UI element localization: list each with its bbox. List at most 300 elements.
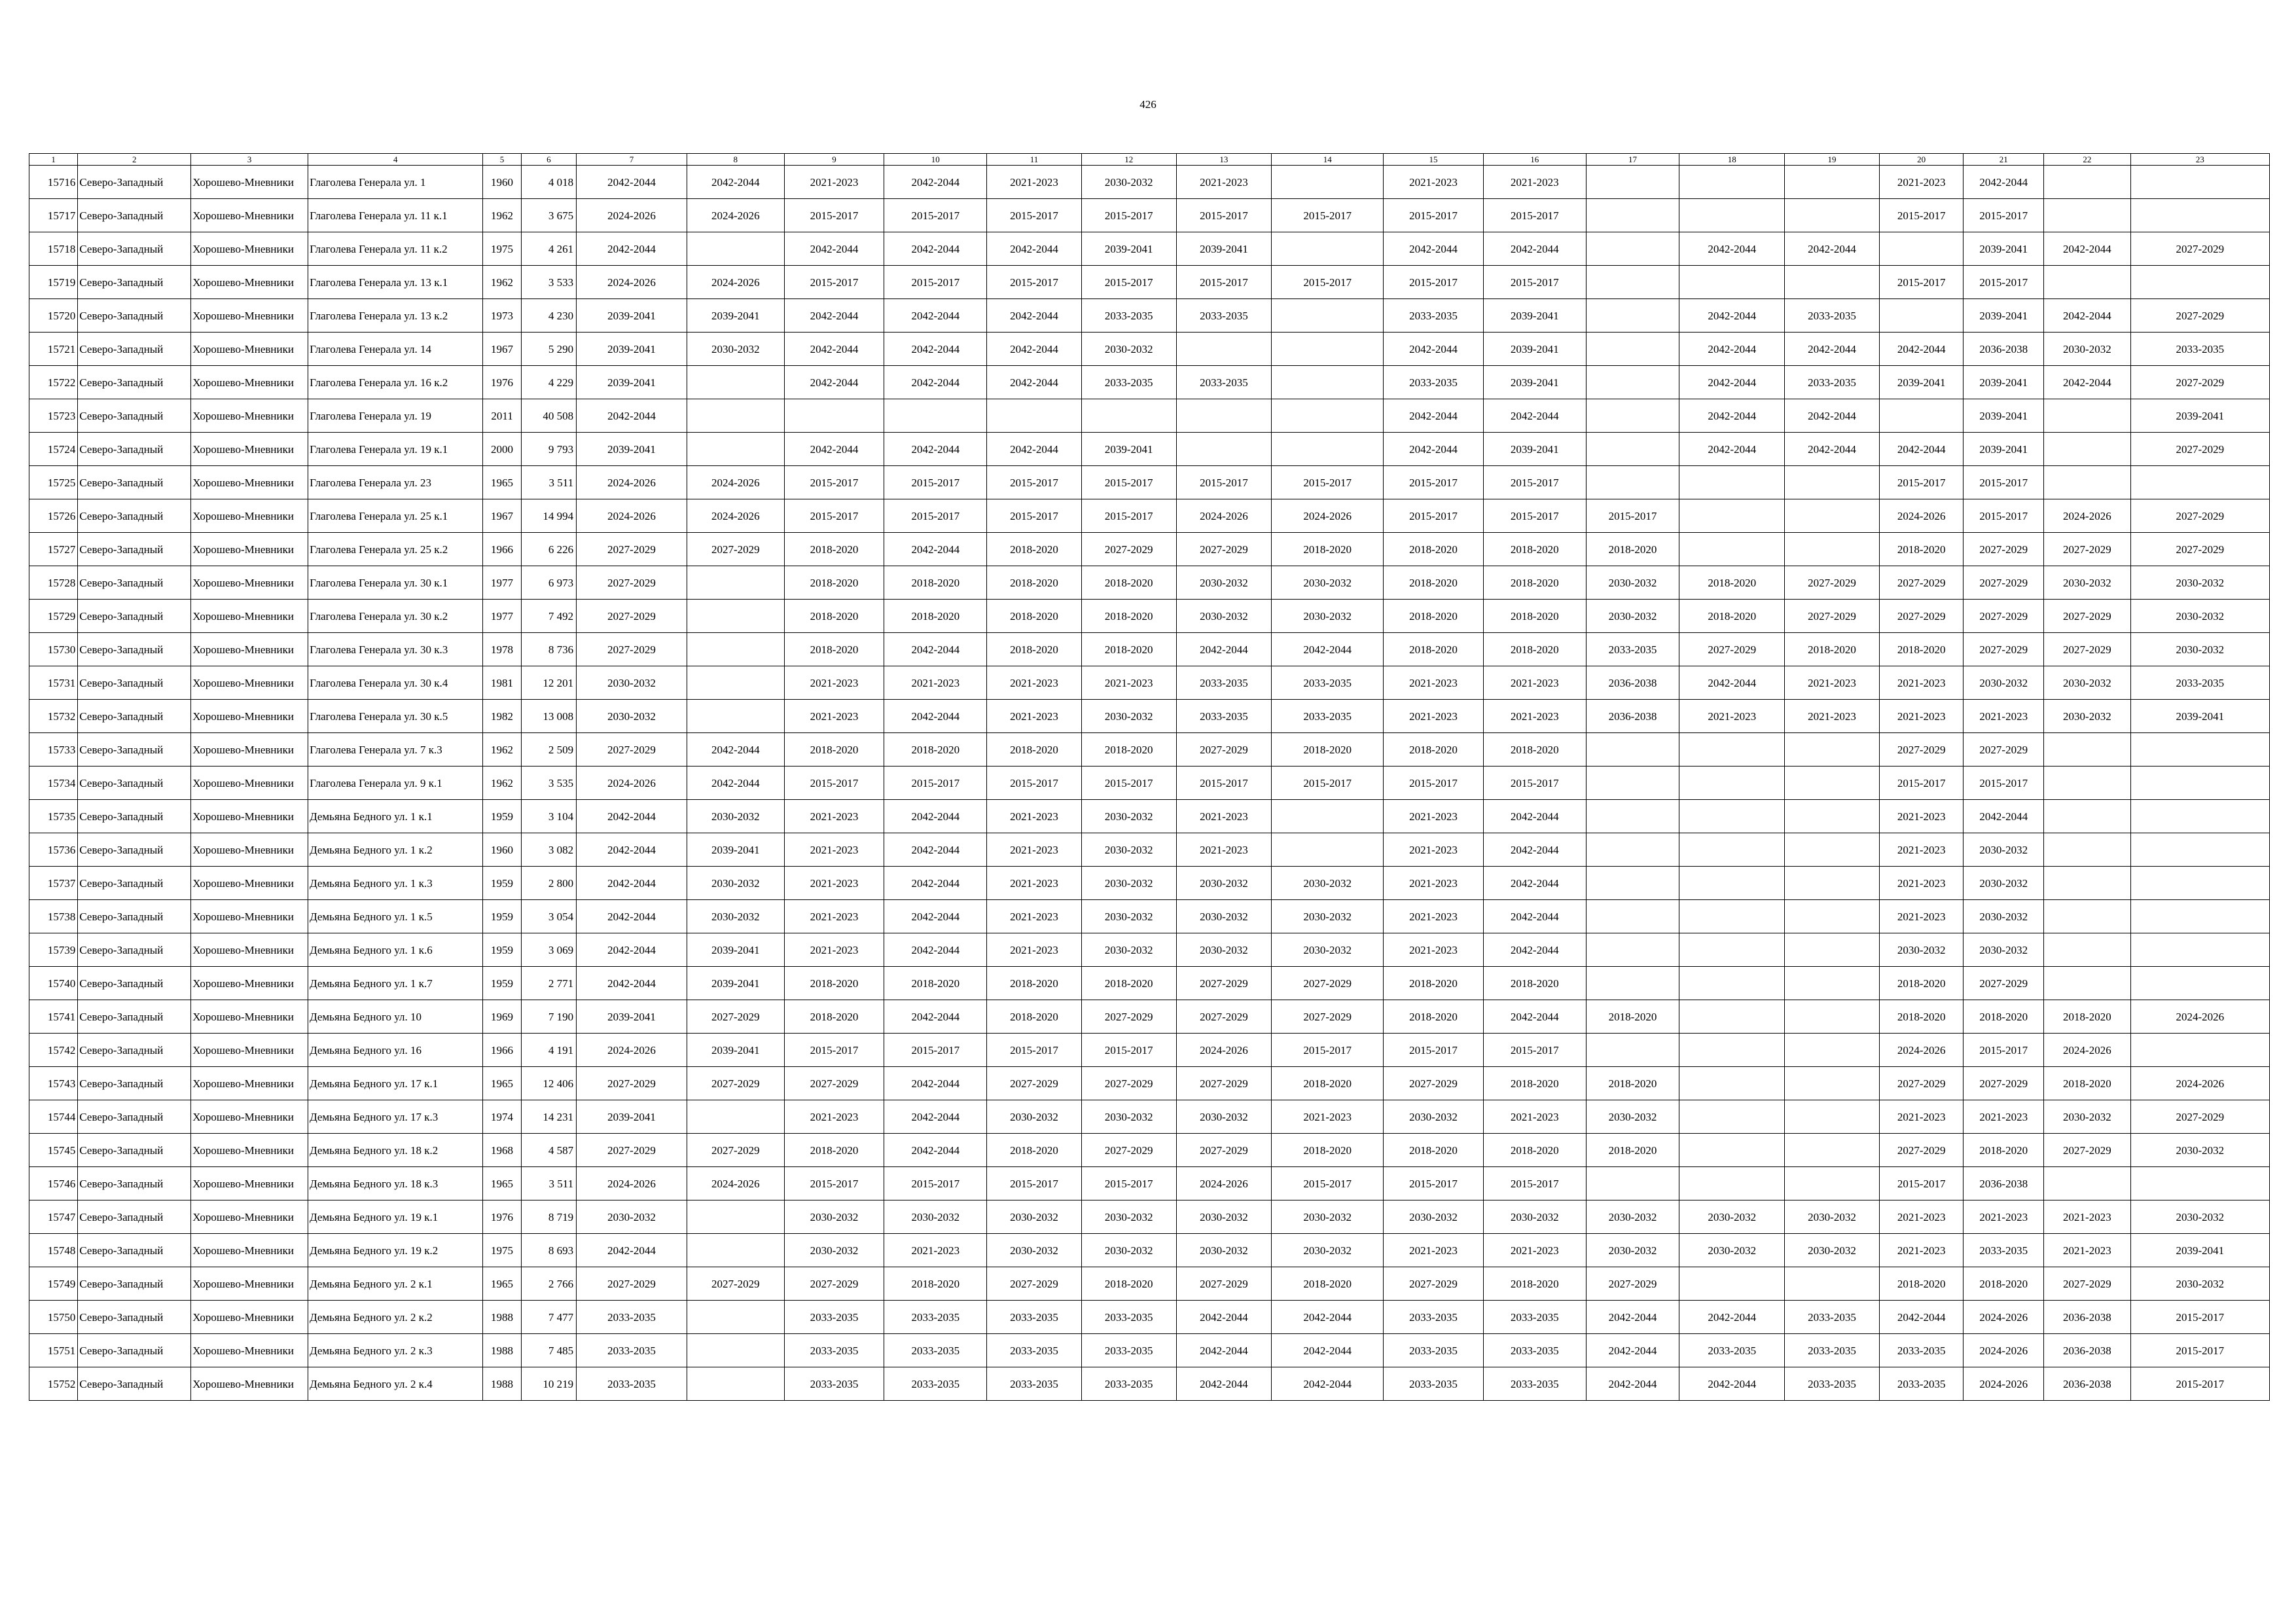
table-cell: 2015-2017 (784, 266, 884, 299)
table-cell: 2021-2023 (784, 666, 884, 700)
table-cell: 2030-2032 (1081, 1100, 1176, 1134)
table-cell: Хорошево-Мневники (191, 1267, 308, 1301)
table-cell (1586, 867, 1679, 900)
table-cell: 2015-2017 (1081, 499, 1176, 533)
table-cell: 2015-2017 (784, 1167, 884, 1200)
table-cell: 2030-2032 (1964, 933, 2044, 967)
table-cell: 2030-2032 (784, 1234, 884, 1267)
table-cell: Хорошево-Мневники (191, 900, 308, 933)
table-cell: Хорошево-Мневники (191, 700, 308, 733)
table-cell: 15719 (29, 266, 78, 299)
table-cell: 2030-2032 (687, 900, 784, 933)
table-cell: 2015-2017 (1483, 1167, 1586, 1200)
table-cell (2044, 199, 2131, 232)
table-cell: 2042-2044 (1176, 1301, 1272, 1334)
table-cell: 2018-2020 (784, 1134, 884, 1167)
table-cell: 1976 (483, 1200, 521, 1234)
table-cell: 2030-2032 (1964, 867, 2044, 900)
table-cell: Северо-Западный (78, 499, 191, 533)
table-cell: 2021-2023 (1879, 666, 1964, 700)
table-cell (2130, 767, 2269, 800)
table-cell (2130, 166, 2269, 199)
table-cell: 2024-2026 (1176, 499, 1272, 533)
table-cell: 2021-2023 (987, 166, 1082, 199)
table-cell: 3 535 (521, 767, 576, 800)
table-cell: 2030-2032 (1176, 600, 1272, 633)
table-cell: 2030-2032 (1679, 1234, 1785, 1267)
table-cell: 2042-2044 (884, 833, 987, 867)
table-row (29, 1367, 2270, 1401)
table-cell: 2039-2041 (577, 1000, 687, 1034)
table-cell: 2018-2020 (1964, 1134, 2044, 1167)
table-cell: Северо-Западный (78, 1301, 191, 1334)
table-cell: 2021-2023 (1384, 1234, 1484, 1267)
table-cell: Северо-Западный (78, 1234, 191, 1267)
table-cell: 2033-2035 (1483, 1301, 1586, 1334)
table-cell: 2018-2020 (987, 566, 1082, 600)
table-cell: 2021-2023 (987, 833, 1082, 867)
table-cell: 2030-2032 (2044, 566, 2131, 600)
table-cell: 2030-2032 (1081, 1200, 1176, 1234)
table-cell: 2030-2032 (2130, 633, 2269, 666)
table-cell: 2021-2023 (784, 800, 884, 833)
table-cell: 2021-2023 (1384, 867, 1484, 900)
table-cell: 2033-2035 (1964, 1234, 2044, 1267)
table-cell: 13 008 (521, 700, 576, 733)
table-cell: 2030-2032 (1964, 833, 2044, 867)
table-cell (687, 700, 784, 733)
table-cell: 2042-2044 (1964, 166, 2044, 199)
table-cell: 2042-2044 (884, 867, 987, 900)
table-cell: 2030-2032 (2130, 600, 2269, 633)
table-cell: 2015-2017 (1483, 1034, 1586, 1067)
table-cell: 1966 (483, 1034, 521, 1067)
table-cell: 2027-2029 (1964, 533, 2044, 566)
table-cell: 2015-2017 (884, 767, 987, 800)
table-cell (1679, 900, 1785, 933)
table-cell: 2015-2017 (884, 266, 987, 299)
table-cell: 2042-2044 (1679, 666, 1785, 700)
table-cell: 2030-2032 (987, 1100, 1082, 1134)
table-cell: 2042-2044 (577, 399, 687, 433)
table-cell: 2024-2026 (687, 199, 784, 232)
table-cell (1879, 232, 1964, 266)
table-cell: 2018-2020 (784, 633, 884, 666)
table-cell: 2030-2032 (1384, 1100, 1484, 1134)
table-cell: 2018-2020 (987, 733, 1082, 767)
table-cell: 2042-2044 (1176, 1334, 1272, 1367)
table-cell: 2042-2044 (687, 166, 784, 199)
table-cell (1785, 800, 1880, 833)
table-cell: 2027-2029 (1384, 1267, 1484, 1301)
table-cell: 2042-2044 (884, 232, 987, 266)
table-cell (1785, 767, 1880, 800)
table-cell: 2018-2020 (1679, 600, 1785, 633)
table-cell: Северо-Западный (78, 933, 191, 967)
table-cell: 2042-2044 (884, 433, 987, 466)
table-cell: 2018-2020 (1081, 566, 1176, 600)
table-cell: 2030-2032 (1272, 867, 1384, 900)
table-row (29, 266, 2270, 299)
table-cell: 4 230 (521, 299, 576, 333)
table-cell: 2015-2017 (1272, 767, 1384, 800)
table-cell: 2039-2041 (1879, 366, 1964, 399)
table-cell: 2027-2029 (2130, 232, 2269, 266)
table-cell: 2042-2044 (687, 767, 784, 800)
table-cell (1586, 333, 1679, 366)
table-cell: 2030-2032 (1785, 1234, 1880, 1267)
table-cell: 2027-2029 (1964, 733, 2044, 767)
table-cell: Хорошево-Мневники (191, 1034, 308, 1067)
table-cell: 2024-2026 (687, 499, 784, 533)
table-cell: Глаголева Генерала ул. 23 (308, 466, 483, 499)
table-cell: 15729 (29, 600, 78, 633)
table-cell: 2024-2026 (1964, 1367, 2044, 1401)
table-cell: Демьяна Бедного ул. 10 (308, 1000, 483, 1034)
table-cell: 2015-2017 (1483, 266, 1586, 299)
table-cell: 2018-2020 (1785, 633, 1880, 666)
table-cell: 2015-2017 (1176, 767, 1272, 800)
table-cell: 2033-2035 (1785, 299, 1880, 333)
table-cell: 2036-2038 (1964, 1167, 2044, 1200)
table-cell: 2021-2023 (1964, 1200, 2044, 1234)
table-cell: 2030-2032 (1176, 566, 1272, 600)
table-cell: Глаголева Генерала ул. 19 (308, 399, 483, 433)
table-cell: 2018-2020 (1964, 1267, 2044, 1301)
table-cell (2044, 933, 2131, 967)
table-cell (1785, 1267, 1880, 1301)
table-cell: Северо-Западный (78, 533, 191, 566)
table-cell (2130, 466, 2269, 499)
table-cell: 2042-2044 (784, 232, 884, 266)
table-row (29, 700, 2270, 733)
table-cell: 1959 (483, 967, 521, 1000)
table-cell: 1959 (483, 867, 521, 900)
table-cell (687, 1234, 784, 1267)
table-cell: Северо-Западный (78, 1000, 191, 1034)
table-cell: 2021-2023 (1964, 1100, 2044, 1134)
table-cell: Хорошево-Мневники (191, 767, 308, 800)
table-cell: 15735 (29, 800, 78, 833)
table-cell: 2021-2023 (1679, 700, 1785, 733)
table-cell (1679, 266, 1785, 299)
table-cell: 2030-2032 (1964, 900, 2044, 933)
table-cell: 2042-2044 (577, 232, 687, 266)
table-cell: 2018-2020 (1483, 600, 1586, 633)
table-cell: 2015-2017 (987, 1034, 1082, 1067)
table-cell: 15747 (29, 1200, 78, 1234)
table-cell (2044, 166, 2131, 199)
table-cell: 2042-2044 (884, 900, 987, 933)
table-cell: 2027-2029 (687, 1000, 784, 1034)
table-row (29, 1301, 2270, 1334)
table-cell (2044, 833, 2131, 867)
table-cell: 2021-2023 (1879, 800, 1964, 833)
table-cell: 2015-2017 (1483, 767, 1586, 800)
table-cell: 2042-2044 (1785, 333, 1880, 366)
table-cell: 2027-2029 (1964, 600, 2044, 633)
table-cell (1586, 199, 1679, 232)
table-cell: 2024-2026 (577, 466, 687, 499)
table-cell (1272, 399, 1384, 433)
table-cell: 2015-2017 (1176, 466, 1272, 499)
table-cell: 2030-2032 (687, 800, 784, 833)
table-cell (1586, 800, 1679, 833)
table-cell: 2018-2020 (1879, 533, 1964, 566)
table-cell: 2030-2032 (1586, 1234, 1679, 1267)
table-cell: 4 587 (521, 1134, 576, 1167)
table-cell (2044, 1167, 2131, 1200)
table-cell (1272, 833, 1384, 867)
table-row (29, 666, 2270, 700)
table-cell: 2024-2026 (2130, 1067, 2269, 1100)
table-cell: 15746 (29, 1167, 78, 1200)
table-cell: 1960 (483, 833, 521, 867)
table-cell: 15718 (29, 232, 78, 266)
table-cell: 2030-2032 (577, 700, 687, 733)
table-cell: 2033-2035 (1879, 1334, 1964, 1367)
table-cell: Демьяна Бедного ул. 2 к.4 (308, 1367, 483, 1401)
table-cell: 2024-2026 (1176, 1034, 1272, 1067)
table-cell: 2042-2044 (987, 299, 1082, 333)
table-cell: 2021-2023 (1879, 1234, 1964, 1267)
table-cell: Хорошево-Мневники (191, 232, 308, 266)
table-cell: Северо-Западный (78, 700, 191, 733)
table-row (29, 800, 2270, 833)
table-cell (2044, 967, 2131, 1000)
table-cell: 3 082 (521, 833, 576, 867)
table-cell: 2042-2044 (577, 833, 687, 867)
table-cell: 2030-2032 (2130, 1267, 2269, 1301)
table-cell: 2042-2044 (1272, 1367, 1384, 1401)
table-cell: 3 533 (521, 266, 576, 299)
table-cell: 2027-2029 (2130, 366, 2269, 399)
table-cell: 2042-2044 (577, 933, 687, 967)
table-cell: 2015-2017 (1964, 466, 2044, 499)
table-row (29, 433, 2270, 466)
table-row (29, 533, 2270, 566)
table-cell: 2039-2041 (1964, 232, 2044, 266)
table-cell: 2039-2041 (1176, 232, 1272, 266)
table-cell (2044, 266, 2131, 299)
table-cell: Северо-Западный (78, 232, 191, 266)
table-cell: 2042-2044 (1679, 399, 1785, 433)
table-cell: 2021-2023 (1879, 867, 1964, 900)
table-cell (1679, 1067, 1785, 1100)
table-cell: 2030-2032 (987, 1234, 1082, 1267)
table-cell: 2027-2029 (1176, 1000, 1272, 1034)
table-cell: 2027-2029 (1176, 1267, 1272, 1301)
table-cell: 2042-2044 (1176, 1367, 1272, 1401)
table-cell: 2042-2044 (577, 166, 687, 199)
table-cell: 2042-2044 (1483, 900, 1586, 933)
table-cell: 2042-2044 (1785, 433, 1880, 466)
table-cell: Хорошево-Мневники (191, 1000, 308, 1034)
table-cell: 2030-2032 (1081, 800, 1176, 833)
table-cell (1586, 399, 1679, 433)
table-cell: 2015-2017 (1384, 466, 1484, 499)
table-cell: 2033-2035 (1081, 299, 1176, 333)
table-cell: 2027-2029 (2044, 633, 2131, 666)
table-cell: 2024-2026 (577, 1034, 687, 1067)
table-row (29, 199, 2270, 232)
table-cell (1679, 1134, 1785, 1167)
table-cell: 2033-2035 (1785, 366, 1880, 399)
table-cell (2044, 767, 2131, 800)
table-cell (1586, 232, 1679, 266)
table-cell: 2042-2044 (1483, 800, 1586, 833)
table-cell: 1975 (483, 232, 521, 266)
table-cell: 2015-2017 (1879, 1167, 1964, 1200)
table-cell: Глаголева Генерала ул. 11 к.1 (308, 199, 483, 232)
table-cell (1272, 366, 1384, 399)
table-cell: 1976 (483, 366, 521, 399)
table-cell: 2030-2032 (1586, 1200, 1679, 1234)
table-cell: 2027-2029 (2130, 433, 2269, 466)
table-cell: 2027-2029 (2044, 1134, 2131, 1167)
table-cell: 1959 (483, 933, 521, 967)
table-cell: 2030-2032 (1081, 833, 1176, 867)
table-cell: Хорошево-Мневники (191, 433, 308, 466)
table-cell: 2021-2023 (784, 166, 884, 199)
table-cell: Глаголева Генерала ул. 13 к.2 (308, 299, 483, 333)
table-cell: 2033-2035 (1272, 700, 1384, 733)
table-cell: Демьяна Бедного ул. 1 к.3 (308, 867, 483, 900)
table-cell: Хорошево-Мневники (191, 199, 308, 232)
table-cell: Северо-Западный (78, 1200, 191, 1234)
table-cell: 15745 (29, 1134, 78, 1167)
table-cell (1586, 900, 1679, 933)
table-cell (1785, 199, 1880, 232)
table-row (29, 1267, 2270, 1301)
table-cell: 2015-2017 (784, 466, 884, 499)
table-cell: Северо-Западный (78, 1267, 191, 1301)
table-body (29, 154, 2270, 1401)
table-cell: 2015-2017 (1384, 499, 1484, 533)
table-cell: Северо-Западный (78, 1367, 191, 1401)
table-cell: 2015-2017 (1964, 1034, 2044, 1067)
table-cell (1785, 266, 1880, 299)
column-number: 10 (884, 154, 987, 166)
table-cell: 2042-2044 (884, 333, 987, 366)
table-cell: 2027-2029 (1176, 733, 1272, 767)
table-cell: 2033-2035 (987, 1301, 1082, 1334)
table-cell: 2015-2017 (1964, 199, 2044, 232)
table-cell: Глаголева Генерала ул. 9 к.1 (308, 767, 483, 800)
table-cell: 2042-2044 (884, 1000, 987, 1034)
table-cell: 2024-2026 (1879, 499, 1964, 533)
table-cell: 2030-2032 (577, 1200, 687, 1234)
table-cell: 2027-2029 (2044, 1267, 2131, 1301)
table-cell: Демьяна Бедного ул. 1 к.2 (308, 833, 483, 867)
table-cell: Демьяна Бедного ул. 16 (308, 1034, 483, 1067)
table-cell: 2042-2044 (1384, 433, 1484, 466)
table-cell: 2027-2029 (2130, 299, 2269, 333)
table-cell: Хорошево-Мневники (191, 1100, 308, 1134)
table-cell: Северо-Западный (78, 1334, 191, 1367)
table-cell: Демьяна Бедного ул. 2 к.3 (308, 1334, 483, 1367)
table-cell (1272, 333, 1384, 366)
table-cell: 2015-2017 (884, 1167, 987, 1200)
table-cell: 1967 (483, 499, 521, 533)
table-cell: 2039-2041 (1081, 433, 1176, 466)
table-cell (1586, 366, 1679, 399)
table-cell: 2042-2044 (1586, 1367, 1679, 1401)
table-cell: 2015-2017 (1964, 767, 2044, 800)
table-cell: Северо-Западный (78, 666, 191, 700)
table-cell: 2015-2017 (784, 767, 884, 800)
table-cell: 2027-2029 (687, 1067, 784, 1100)
table-cell: 2027-2029 (2130, 1100, 2269, 1134)
table-cell: 15724 (29, 433, 78, 466)
table-cell: 15722 (29, 366, 78, 399)
table-cell: 2042-2044 (1483, 933, 1586, 967)
table-cell (687, 566, 784, 600)
table-cell: 2018-2020 (1879, 967, 1964, 1000)
table-cell: 2027-2029 (577, 600, 687, 633)
table-cell: 2033-2035 (1081, 1367, 1176, 1401)
table-cell: 2 766 (521, 1267, 576, 1301)
table-cell: Хорошево-Мневники (191, 666, 308, 700)
table-cell: 2021-2023 (1176, 800, 1272, 833)
table-cell: 2018-2020 (1384, 533, 1484, 566)
table-cell (2044, 399, 2131, 433)
table-cell: Хорошево-Мневники (191, 633, 308, 666)
table-cell: Северо-Западный (78, 266, 191, 299)
table-cell: 2024-2026 (2044, 499, 2131, 533)
table-cell (1785, 1034, 1880, 1067)
table-cell: 2027-2029 (1081, 1000, 1176, 1034)
table-cell: 2030-2032 (1081, 166, 1176, 199)
table-cell: Северо-Западный (78, 1167, 191, 1200)
table-cell (1679, 1167, 1785, 1200)
table-cell: Северо-Западный (78, 1134, 191, 1167)
table-cell: 2027-2029 (1964, 967, 2044, 1000)
column-number: 8 (687, 154, 784, 166)
table-cell: 7 492 (521, 600, 576, 633)
table-cell: 2042-2044 (2044, 366, 2131, 399)
table-cell (1679, 1100, 1785, 1134)
table-cell: 2018-2020 (784, 533, 884, 566)
table-cell (1679, 967, 1785, 1000)
table-cell: 2039-2041 (1483, 333, 1586, 366)
table-cell: 2015-2017 (784, 499, 884, 533)
table-cell: 2015-2017 (1081, 266, 1176, 299)
table-cell (1679, 833, 1785, 867)
table-cell: Северо-Западный (78, 433, 191, 466)
table-cell: 2018-2020 (987, 533, 1082, 566)
table-cell: 2018-2020 (1384, 1134, 1484, 1167)
table-cell: 2021-2023 (1879, 1100, 1964, 1134)
table-cell: 2015-2017 (987, 767, 1082, 800)
table-cell: Хорошево-Мневники (191, 299, 308, 333)
table-cell: 2042-2044 (577, 867, 687, 900)
column-number: 21 (1964, 154, 2044, 166)
table-cell: 2042-2044 (1272, 1301, 1384, 1334)
table-cell: 2024-2026 (687, 1167, 784, 1200)
table-cell: 2018-2020 (2044, 1067, 2131, 1100)
table-cell: 2027-2029 (577, 1267, 687, 1301)
table-cell: 2033-2035 (884, 1367, 987, 1401)
table-cell: Хорошево-Мневники (191, 600, 308, 633)
table-cell: 15734 (29, 767, 78, 800)
table-cell: 2030-2032 (1272, 566, 1384, 600)
table-cell (1785, 833, 1880, 867)
table-cell: 3 104 (521, 800, 576, 833)
table-cell: 15736 (29, 833, 78, 867)
table-cell (1272, 299, 1384, 333)
table-cell: 3 069 (521, 933, 576, 967)
